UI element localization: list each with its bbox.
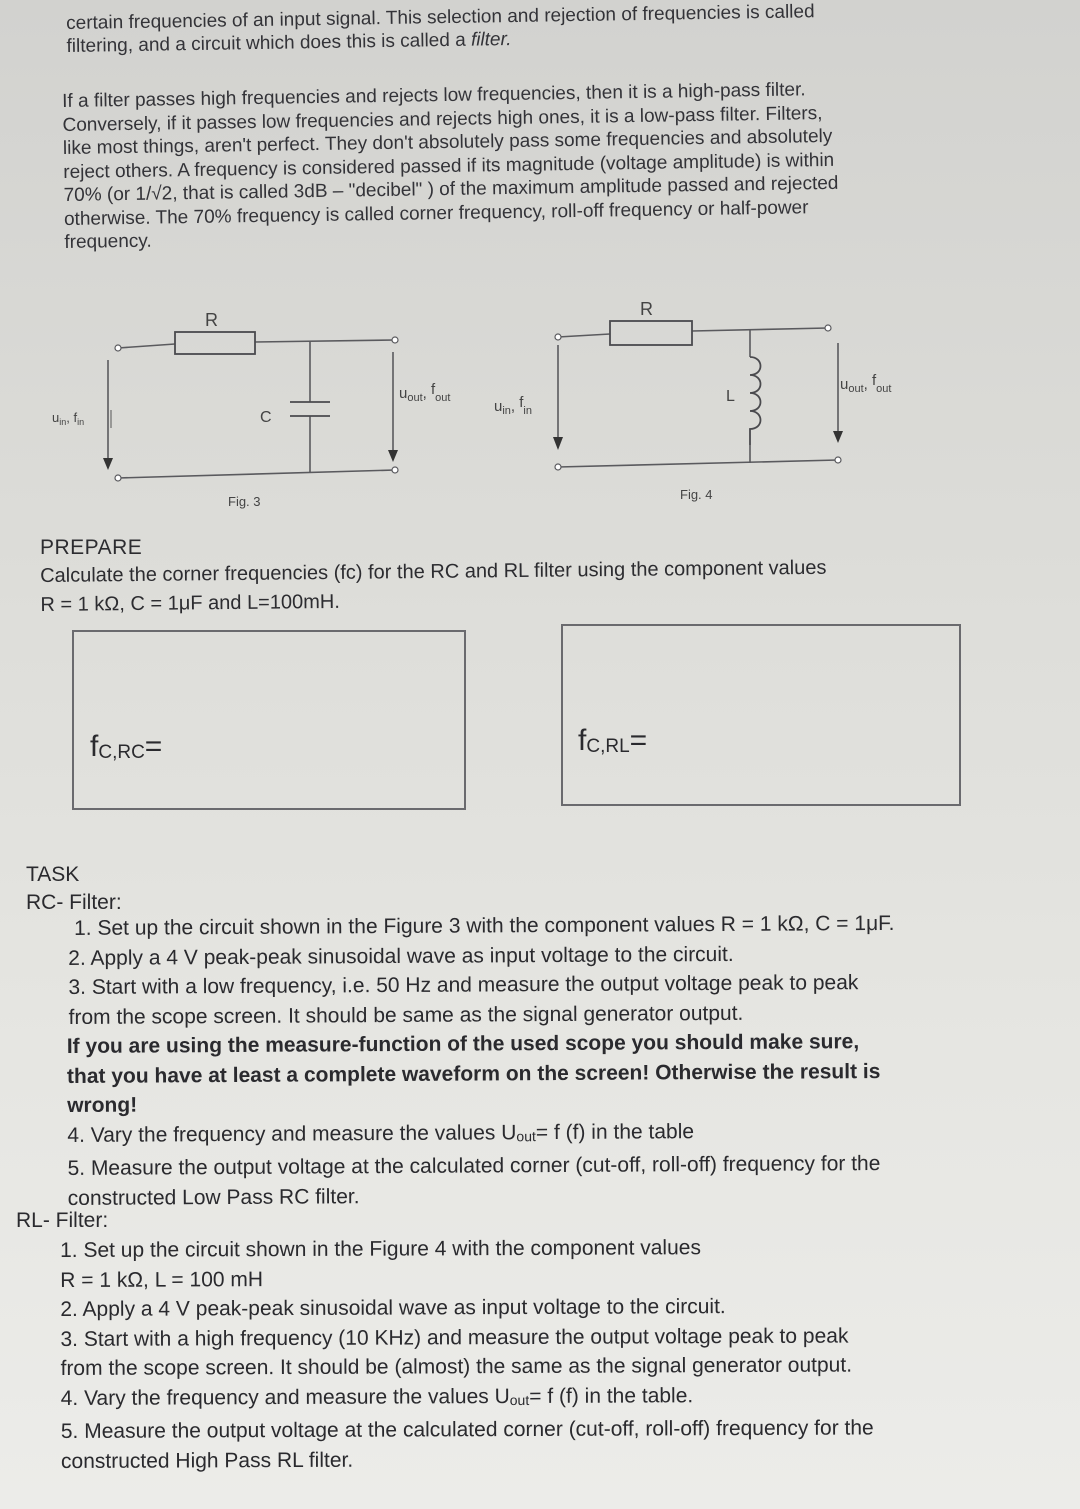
fig3-output-label: $u_{out}$, $f_{out}$ bbox=[399, 381, 451, 404]
fig4-inductor bbox=[750, 357, 761, 445]
rc-warning: that you have at least a complete waveform on the screen! Otherwise the result is bbox=[66, 1059, 881, 1088]
rl-step: R = 1 kΩ, L = 100 mH bbox=[60, 1267, 264, 1292]
rc-warning: If you are using the measure-function of the used scope you should make sure, bbox=[66, 1030, 860, 1058]
intro-p2-line: If a filter passes high frequencies and rejects low frequencies, then it is a high-pass filter. bbox=[62, 79, 806, 112]
rl-step: 2. Apply a 4 V peak-peak sinusoidal wave as input voltage to the circuit. bbox=[60, 1295, 726, 1321]
fig3-caption: Fig. 3 bbox=[228, 494, 261, 509]
rc-step: 1. Set up the circuit shown in the Figure 3 with the component values R = 1 kΩ, C = 1μF. bbox=[74, 911, 895, 940]
fig4-resistor bbox=[610, 321, 692, 345]
rl-filter-steps bbox=[60, 1232, 874, 1476]
intro-p2-line: like most things, aren't perfect. They don't absolutely pass some frequencies and absolutely bbox=[62, 125, 833, 159]
rc-step: 3. Start with a low frequency, i.e. 50 Hz and measure the output voltage peak to peak bbox=[68, 971, 859, 999]
rc-warning: wrong! bbox=[67, 1093, 138, 1117]
intro-p1-line: filtering, and a circuit which does this is called a filter. bbox=[66, 29, 512, 57]
rl-step: from the scope screen. It should be (almost) the same as the signal generator output. bbox=[60, 1353, 853, 1380]
fig4-input-label: $u_{in}$, $f_{in}$ bbox=[494, 394, 532, 417]
fig4-output-label: $u_{out}$, $f_{out}$ bbox=[840, 372, 892, 395]
rc-step: 5. Measure the output voltage at the calculated corner (cut-off, roll-off) frequency for the bbox=[67, 1152, 881, 1180]
fig3-resistor bbox=[175, 332, 255, 354]
prepare-instructions bbox=[40, 554, 827, 620]
filter-term: filter. bbox=[470, 29, 512, 51]
fig4-input-arrow bbox=[553, 345, 563, 450]
rc-step: 4. Vary the frequency and measure the values $U_{out}= f$ (f) in the table bbox=[67, 1119, 695, 1147]
rc-step: 2. Apply a 4 V peak-peak sinusoidal wave as input voltage to the circuit. bbox=[68, 942, 734, 970]
intro-p2-line: reject others. A frequency is considered passed if its magnitude (voltage amplitude) is within bbox=[63, 149, 835, 183]
fig4-inductor-label: L bbox=[726, 388, 735, 405]
fig4-rl-circuit bbox=[488, 285, 938, 485]
rl-step: 5. Measure the output voltage at the calculated corner (cut-off, roll-off) frequency for the bbox=[60, 1416, 874, 1443]
rl-step: 1. Set up the circuit shown in the Figure 4 with the component values bbox=[60, 1236, 701, 1262]
answer-box-rl[interactable] bbox=[561, 624, 961, 806]
intro-p2-line: 70% (or 1/√2, that is called 3dB – "decibel" ) of the maximum amplitude passed and rejected bbox=[63, 172, 839, 206]
fig4-input-terminal-top bbox=[555, 334, 561, 340]
fig4-output-arrow bbox=[833, 343, 843, 443]
intro-p2-line: otherwise. The 70% frequency is called corner frequency, roll-off frequency or half-power bbox=[63, 196, 809, 230]
prepare-line: R = 1 kΩ, C = 1μF and L=100mH. bbox=[40, 590, 340, 616]
answer-box-rc[interactable] bbox=[72, 630, 466, 810]
intro-p2-line: frequency. bbox=[64, 230, 152, 253]
prepare-heading: PREPARE bbox=[40, 536, 143, 559]
fig3-output-arrow bbox=[388, 352, 398, 462]
rl-step: 3. Start with a high frequency (10 KHz) and measure the output voltage peak to peak bbox=[60, 1324, 849, 1351]
prepare-line: Calculate the corner frequencies (fc) for the RC and RL filter using the component values bbox=[40, 556, 827, 587]
intro-paragraph-1 bbox=[66, 0, 815, 58]
rc-filter-steps bbox=[66, 909, 896, 1213]
fig4-resistor-label: R bbox=[640, 299, 653, 319]
answer-label-rl: $f_{C,RL}=$ bbox=[578, 724, 648, 757]
fig3-input-terminal-top bbox=[115, 345, 121, 351]
answer-label-rc: $f_{C,RC}=$ bbox=[90, 730, 163, 763]
fig3-input-terminal-bottom bbox=[115, 475, 121, 481]
fig3-capacitor bbox=[290, 402, 330, 416]
intro-p1-line: certain frequencies of an input signal. This selection and rejection of frequencies is called bbox=[66, 1, 815, 34]
fig4-output-terminal-bottom bbox=[835, 457, 841, 463]
rl-step: 4. Vary the frequency and measure the values $U_{out}= f$ (f) in the table. bbox=[60, 1383, 694, 1410]
fig3-resistor-label: R bbox=[205, 310, 218, 330]
fig3-input-label: $u_{in}$, $f_{in}$ bbox=[52, 410, 85, 427]
fig3-wires bbox=[118, 340, 395, 478]
rl-filter-heading: RL- Filter: bbox=[16, 1209, 109, 1232]
fig3-output-terminal-top bbox=[392, 337, 398, 343]
rc-filter-heading: RC- Filter: bbox=[26, 891, 122, 914]
fig3-output-terminal-bottom bbox=[392, 467, 398, 473]
fig4-output-terminal-top bbox=[825, 325, 831, 331]
intro-paragraph-2 bbox=[62, 78, 839, 255]
fig4-input-terminal-bottom bbox=[555, 464, 561, 470]
fig3-capacitor-label: C bbox=[260, 409, 272, 426]
fig4-wires bbox=[558, 328, 838, 467]
intro-p2-line: Conversely, if it passes low frequencies and rejects high ones, it is a low-pass filter. Filters, bbox=[62, 102, 823, 136]
task-heading: TASK bbox=[26, 863, 80, 886]
rl-step: constructed High Pass RL filter. bbox=[60, 1448, 354, 1473]
fig3-rc-circuit bbox=[40, 290, 520, 520]
rc-step: constructed Low Pass RC filter. bbox=[67, 1184, 360, 1210]
fig4-caption: Fig. 4 bbox=[680, 487, 713, 502]
rc-step: from the scope screen. It should be same as the signal generator output. bbox=[68, 1001, 744, 1029]
